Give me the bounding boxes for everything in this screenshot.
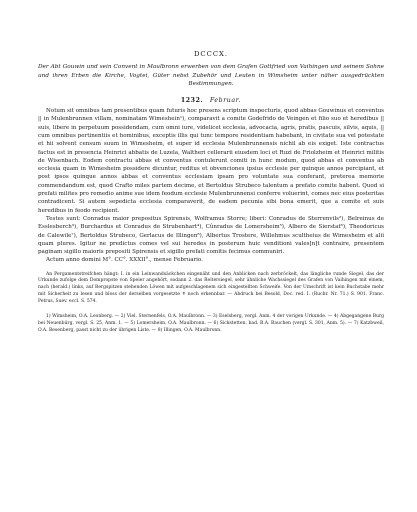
dateline [38,97,384,104]
dating-clause: Actum anno domini M°. CC°. XXXII°., mense Februario. [46,257,203,264]
document-summary: Der Abt Gouwin und sein Convent in Maulbronn erwerben von dem Grafen Gottfried von Vaihingen und seinem Sohne und ihren Erben die Kirche, Vogtei, Güter nebst Zubehör und Leuten in Wimsheim unter näher ausgedrückten Bestimmungen. [38,64,384,88]
dateline-year: 1232. [180,97,204,105]
document-number: DCCCX. [193,50,229,58]
dateline-month: Februar. [209,97,242,105]
charter-text: Notum sit omnibus tam presentibus quam futuris hoc presens scriptum inspecturis, quod abbas Gouwinus et conventus || in Mulenbrunnen villam, nominatam Wimeshein¹), comparavit a comite Godefrido de Veingen et filio suo et heredibus || suis, libere in perpetuum possidendam, cum omni iure, videlicet ecclesia, advocacia, agris, pratis, pascuis, silvis, aquis, || cum omnibus pertinentiis et hominibus, exceptis illis qui tunc tempore residentiam habebant, in civitate sua vel potestate et hii solvent censum suum in Wimesheim, et super id ecclesia Mulenbrunnensis nichil ab eis exiget. Iste contractus factus est in presencia Heinrici abbatis de Luzela, Waltheri cellerarii eiusdem loci et Ruzi de Friolzheim et Heinrici militis de Wisenbach. Eodem contractu abbas et conventus contulerunt comiti in hunc modum, quod abbas et conventus ab ecclesia quam in Wimesheim possidere dicuntur, reditus et obvenciones ipsius ecclesie per quinque annos percipiant, et post ipsos quinque annos abbas et conventus ecclesiam ipsam pro voluntate sua conferant, preterea memorie commendandum est, quod Crafto miles partem decime, et Bertoldus Strubeco talentum a prefato comite habent. Quod si prefati milites pro remedio anime sue idem feodum ecclesie Mulenbrunnensi conferre voluerint, comes nec eius posteritas contradicent. Si autem sepedicta ecclesia comparaverit, de eadem pecunia sibi bona emerit, que a comite et suis heredibus in feodo recipient. [38,108,384,214]
witness-list: Testes sunt: Conradus maior prepositus Spirensis, Wolframus Storre; liberi: Conradus de Sterrenvils²), Belreinus de Esslesberch³), Burchardus et Conradus de Strubenhart⁴), Cûnradus de Lomersheim⁵), Albero de Sierstat⁶), Theodoricus de Calewile⁷), Bertoldus Strubeco, Gerlacus de Illingen⁸), Albertus Trostere, Willehmus scultheius de Wimesheim et alii quam plures. Igitur ne predictus comes vel sui heredes in posterum huic venditioni vales[n]t contraire, presentem paginam sigillo maioris prepositi Spirensis et sigillo prefati comitis fecimus communiri. [38,215,384,256]
seal-notes: An Pergamentstreifchen hängt: I. in ein Leinwandsäckchen eingenäht und den Anblicken nach zerbröckelt, das längliche runde Siegel, das der Urkunde zufolge dem Dompropste von Speier angehört, sodann 2. das Reitersiegel, sehr ähnliche Wachssiegel des Grafen von Vaihingen mit einem, nach (herald.) links, auf Bergspitzen stehenden Löwen mit aufgeschlagenem sich eingestellten Schweife. Von der Umschrift ist kein Buchstabe mehr mit Sicherheit zu lesen und bloss der derselben vorgesetzte ✝ noch erkennbar. — Abdruck bei Besold, Doc. red. I. (Ruchr. Nr. 71.) S. 901. Franc. Petrus, Suev. eccl. S. 574. [38,271,384,304]
footnotes: 1) Wimsheim, O.A. Leonberg. — 2) Viel. Sternenfels, O.A. Maulbronn. — 3) Eselsberg, vergl. Anm. 4 der vorigen Urkunde. — 4) Abgegangene Burg bei Neuenbürg, vergl. S. 25, Anm. 1. — 5) Lomersheim, O.A. Maulbronn. — 6) Sickstetten, bad. B.A. Bauchen (vergl. S. 301, Anm. 5). — 7) Katzbweil, O.A. Besenberg, passt nicht zu der übrigen Liste. — 8) Illingen, O.A. Maulbronn. [38,314,384,333]
document-page [38,50,384,339]
